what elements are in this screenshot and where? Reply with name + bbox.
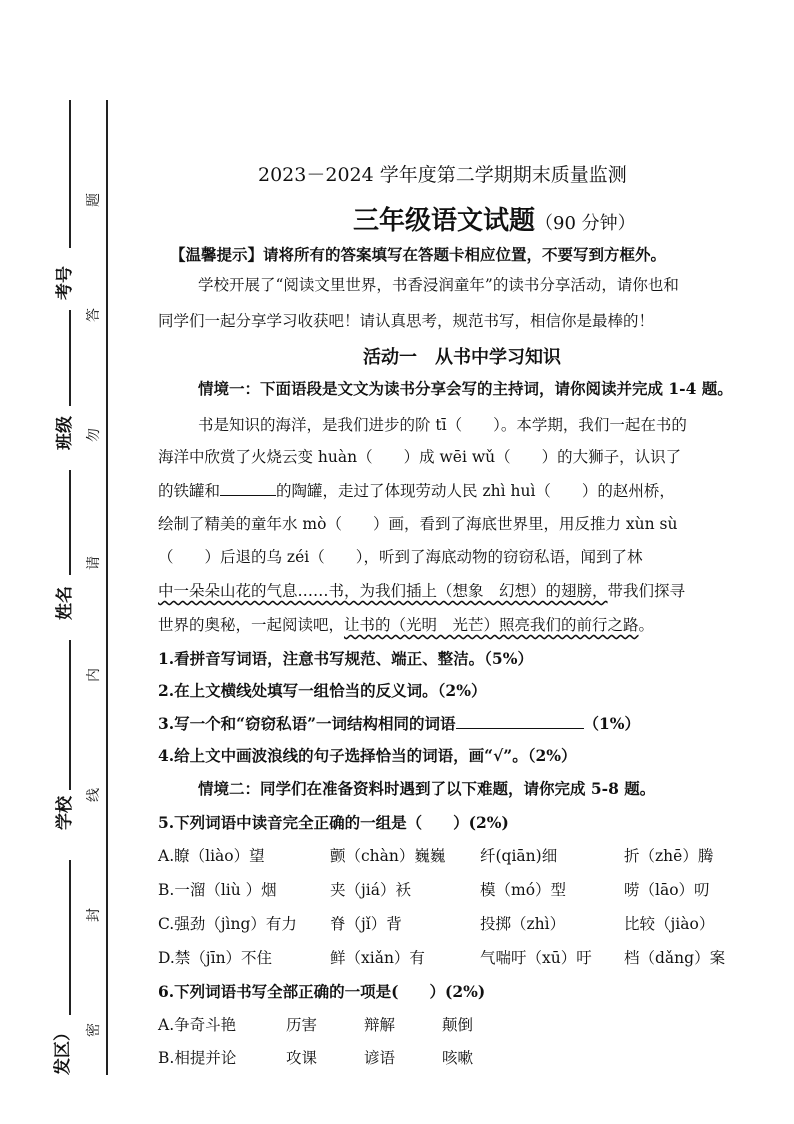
q5-option: 投掷（zhì） <box>480 915 566 933</box>
wavy-sentence: 中一朵朵山花的气息……书，为我们插上（想象 幻想）的翅膀， <box>158 582 608 600</box>
passage-line: 绘制了精美的童年水 mò（ ）画，看到了海底世界里，用反推力 xùn sù <box>158 515 678 533</box>
q5-option: 折（zhē）腾 <box>624 847 714 865</box>
district-line <box>69 860 71 1015</box>
district-label: 发区） <box>53 1024 73 1075</box>
passage-text: 带我们探寻 <box>607 582 686 600</box>
binding-char: 封 <box>86 908 102 922</box>
q6-option: 辩解 <box>364 1016 396 1034</box>
passage-text: 。 <box>638 616 655 634</box>
q6-option: 颠倒 <box>442 1016 474 1034</box>
binding-char: 内 <box>86 668 102 682</box>
binding-char: 答 <box>86 308 102 322</box>
question-3-score: （1%） <box>583 714 641 733</box>
q5-option: D.禁（jīn）不住 <box>158 949 273 967</box>
q5-option: 纤(qiān)细 <box>480 847 558 865</box>
q6-option: A.争奇斗艳 <box>158 1016 237 1034</box>
question-3-stem: 3.写一个和“窃窃私语”一词结构相同的词语 <box>158 714 456 733</box>
passage-text: 的陶罐，走过了体现劳动人民 zhì huì（ ）的赵州桥， <box>276 482 675 500</box>
name-label: 姓名 <box>55 586 75 620</box>
exam-no-label: 考号 <box>55 266 75 300</box>
passage-text: 世界的奥秘，一起阅读吧， <box>158 616 345 634</box>
passage-line: 书是知识的海洋，是我们进步的阶 tī（ ）。本学期，我们一起在书的 <box>198 416 687 434</box>
q5-option: 模（mó）型 <box>480 881 567 899</box>
question-2: 2.在上文横线处填写一组恰当的反义词。（2%） <box>158 681 487 700</box>
activity-1-heading: 活动一 从书中学习知识 <box>363 347 561 368</box>
passage-line: 海洋中欣赏了火烧云变 huàn（ ）成 wēi wǔ（ ）的大狮子，认识了 <box>158 448 682 466</box>
answer-blank <box>456 714 584 729</box>
name-line <box>69 470 71 575</box>
question-4: 4.给上文中画波浪线的句子选择恰当的词语，画“√”。（2%） <box>158 746 577 765</box>
binding-line <box>106 100 108 1075</box>
exam-no-line <box>69 100 71 248</box>
question-5: 5.下列词语中读音完全正确的一组是（ ）(2%) <box>158 813 509 832</box>
q5-option: 夹（jiá）袄 <box>330 881 412 899</box>
q6-option: B.相提并论 <box>158 1049 237 1067</box>
class-line <box>69 310 71 406</box>
school-line <box>69 640 71 790</box>
question-1: 1.看拼音写词语，注意书写规范、端正、整洁。（5%） <box>158 649 533 668</box>
question-3 <box>158 713 640 735</box>
q5-option: 唠（lāo）叨 <box>624 881 710 899</box>
q5-option: 鲜（xiǎn）有 <box>330 949 425 967</box>
q5-option: 气喘吁（xū）吁 <box>480 949 592 967</box>
binding-char: 请 <box>86 556 102 570</box>
q5-option: B.一溜（liù ）烟 <box>158 881 277 899</box>
notice-text: 请将所有的答案填写在答题卡相应位置，不要写到方框外。 <box>263 245 667 264</box>
intro-line-2: 同学们一起分享学习收获吧！请认真思考，规范书写，相信你是最棒的！ <box>158 312 655 330</box>
q6-option: 历害 <box>286 1016 318 1034</box>
antonym-blank <box>220 481 276 496</box>
notice <box>170 244 666 266</box>
binding-margin <box>0 0 125 1124</box>
passage-line <box>158 614 654 636</box>
class-label: 班级 <box>55 416 75 450</box>
exam-subject <box>353 200 636 237</box>
binding-char: 勿 <box>86 428 102 442</box>
situation-2: 情境二：同学们在准备资料时遇到了以下难题，请你完成 5-8 题。 <box>198 779 656 798</box>
q6-option: 攻课 <box>286 1049 318 1067</box>
q6-option: 谚语 <box>364 1049 396 1067</box>
intro-line-1: 学校开展了“阅读文里世界，书香浸润童年”的读书分享活动，请你也和 <box>198 276 679 294</box>
passage-line <box>158 480 675 502</box>
q5-option: 档（dǎng）案 <box>624 949 726 967</box>
school-label: 学校 <box>55 796 75 830</box>
exam-duration: （90 分钟） <box>535 213 636 234</box>
passage-text: 的铁罐和 <box>158 482 221 500</box>
subject-name: 三年级语文试题 <box>353 206 536 236</box>
q5-option: 颤（chàn）巍巍 <box>330 847 446 865</box>
q5-option: A.瞭（liào）望 <box>158 847 265 865</box>
situation-1: 情境一：下面语段是文文为读书分享会写的主持词，请你阅读并完成 1-4 题。 <box>198 379 733 398</box>
passage-line: （ ）后退的乌 zéi（ ），听到了海底动物的窃窃私语，闻到了林 <box>158 548 643 566</box>
wavy-sentence: 让书的（光明 光芒）照亮我们的前行之路 <box>344 616 639 634</box>
q5-option: 脊（jǐ）背 <box>330 915 402 933</box>
notice-head: 【温馨提示】 <box>170 245 264 264</box>
q6-option: 咳嗽 <box>442 1049 474 1067</box>
binding-char: 线 <box>86 788 102 802</box>
q5-option: C.强劲（jìng）有力 <box>158 915 297 933</box>
binding-char: 题 <box>86 193 102 207</box>
question-6: 6.下列词语书写全部正确的一项是( ）(2%) <box>158 982 486 1001</box>
binding-char: 密 <box>86 1023 102 1037</box>
passage-line <box>158 580 685 602</box>
q5-option: 比较（jiào） <box>624 915 715 933</box>
exam-title: 2023－2024 学年度第二学期期末质量监测 <box>258 164 627 186</box>
